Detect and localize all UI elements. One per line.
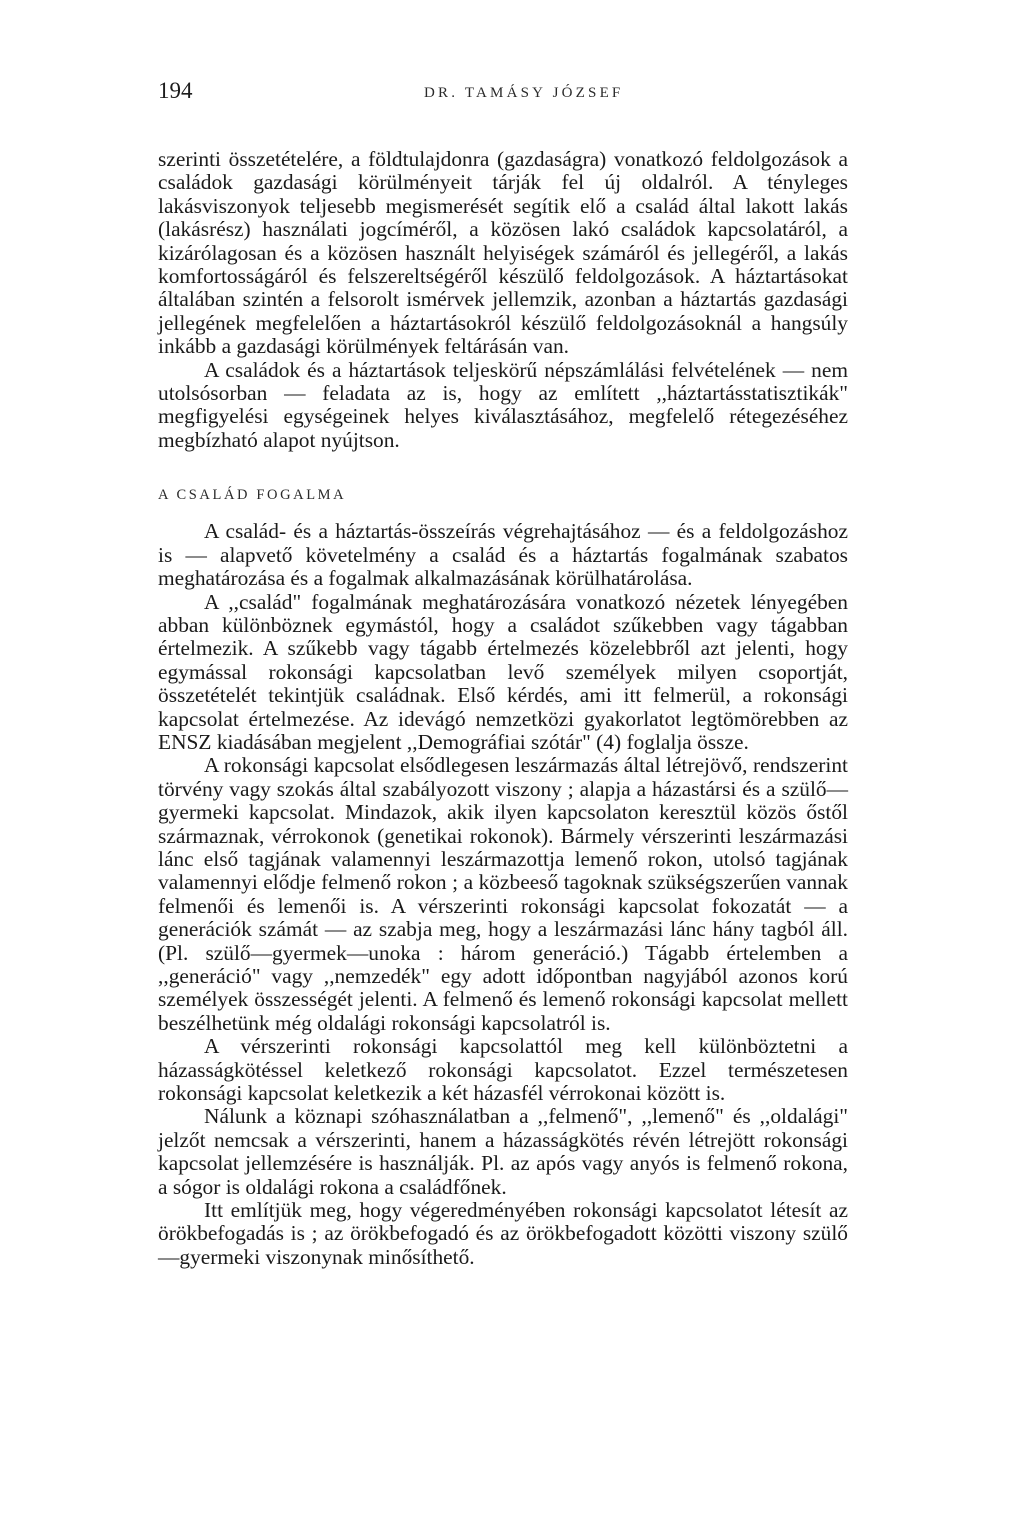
section-heading: A CSALÁD FOGALMA (158, 487, 347, 504)
paragraph: A rokonsági kapcsolat elsődlegesen leszármazás által létrejövő, rendszerint törvény vagy szokás által szabályozott viszony ; alapja a házastársi és a szülő—gyermeki kapcsolat. Mindazok, akik ilyen kapcsolaton keresztül közös őstől származnak, vérrokonok (genetikai rokonok). Bármely vérszerinti leszármazási lánc első tagjának valamennyi leszármazottja lemenő rokon, utolsó tagjának valamennyi elődje felmenő rokon ; a közbeeső tagoknak szükségszerűen vannak felmenői és lemenői is. A vérszerinti rokonsági kapcsolat fokozatát — a generációk számát — az szabja meg, hogy a leszármazási lánc hány tagból áll. (Pl. szülő—gyermek—unoka : három generáció.) Tágabb értelemben a ,,generáció" vagy ,,nemzedék" egy adott időpontban nagyjából azonos korú személyek összességét jelenti. A felmenő és lemenő rokonsági kapcsolat mellett beszélhetünk még oldalági rokonsági kapcsolatról is. (158, 753, 848, 1035)
paragraph: Itt említjük meg, hogy végeredményében rokonsági kapcsolatot létesít az örökbefogadás is ; az örökbefogadó és az örökbefogadott közötti viszony szülő—gyermeki viszonynak minősíthető. (158, 1198, 848, 1269)
paragraph: Nálunk a köznapi szóhasználatban a ,,felmenő", ,,lemenő" és ,,oldalági" jelzőt nemcsak a vérszerinti, hanem a házasságkötés révén létrejött rokonsági kapcsolat jellemzésére is használják. Pl. az após vagy anyós is felmenő rokona, a sógor is oldalági rokona a családfőnek. (158, 1104, 848, 1199)
running-head: DR. TAMÁSY JÓZSEF (424, 85, 624, 101)
page-header (158, 78, 848, 108)
paragraph-continued: szerinti összetételére, a földtulajdonra (gazdaságra) vonatkozó feldolgozások a családok gazdasági körülményeit tárják fel új oldalról. A tényleges lakásviszonyok teljesebb megismerését segítik elő a család által lakott lakás (lakásrész) használati jogcíméről, a közösen lakó családok kapcsolatáról, a kizárólagosan és a közösen használt helyiségek számáról és jellegéről, a lakás komfortosságáról és felszereltségéről készülő feldolgozások. A háztartásokat általában szintén a felsorolt ismérvek jellemzik, azonban a háztartás gazdasági jellegének megfelelően a háztartásokról készülő feldolgozásoknál a hangsúly inkább a gazdasági körülmények feltárásán van. (158, 147, 848, 359)
paragraph: A vérszerinti rokonsági kapcsolattól meg kell különböztetni a házasságkötéssel keletkező rokonsági kapcsolatot. Ezzel természetesen rokonsági kapcsolat keletkezik a két házasfél vérrokonai között is. (158, 1034, 848, 1106)
page-number: 194 (158, 78, 193, 103)
paragraph: A családok és a háztartások teljeskörű népszámlálási felvételének — nem utolsósorban — feladata az is, hogy az említett ,,háztartásstatisztikák" megfigyelési egységeinek helyes kiválasztásához, megfelelő rétegezéséhez megbízható alapot nyújtson. (158, 357, 848, 452)
paragraph: A család- és a háztartás-összeírás végrehajtásához — és a feldolgozáshoz is — alapvető követelmény a család és a háztartás fogalmának szabatos meghatározása és a fogalmak alkalmazásának körülhatárolása. (158, 519, 848, 591)
paragraph: A ,,család" fogalmának meghatározására vonatkozó nézetek lényegében abban különböznek egymástól, hogy a családot szűkebben vagy tágabban értelmezik. A szűkebb vagy tágabb értelmezés közelebbről azt jelenti, hogy egymással rokonsági kapcsolatban levő személyek milyen csoportját, összetételét tekintjük családnak. Első kérdés, ami itt felmerül, a rokonsági kapcsolat értelmezése. Az idevágó nemzetközi gyakorlatot legtömörebben az ENSZ kiadásában megjelent ,,Demográfiai szótár" (4) foglalja össze. (158, 589, 848, 754)
body-text (158, 148, 848, 1269)
